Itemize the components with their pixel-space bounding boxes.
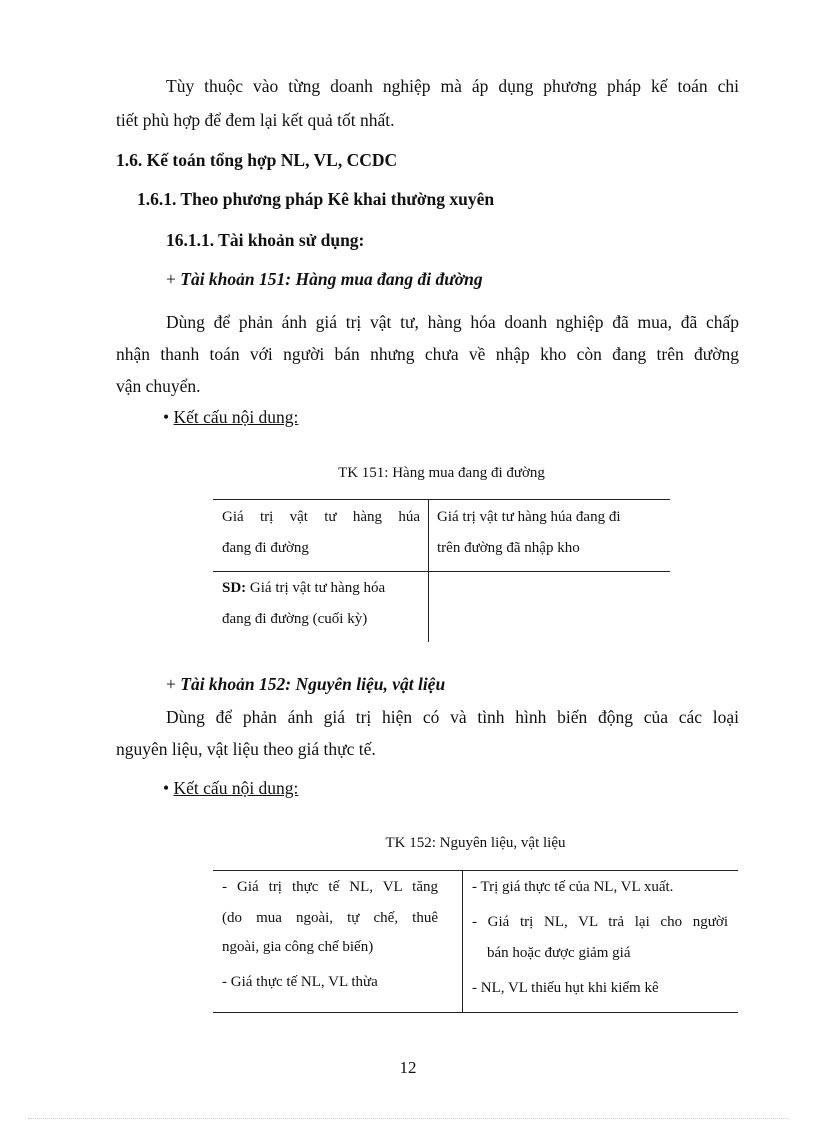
t-account-152-debit-1-line-3: ngoài, gia công chế biến) [222, 939, 374, 955]
account-151-structure [163, 401, 298, 434]
account-151-title: Tài khoản 151: Hàng mua đang đi đường [180, 269, 483, 289]
t-account-152-bottom-rule [213, 1012, 738, 1013]
t-account-152-debit-1-line-2: (do mua ngoài, tự chế, thuê [222, 910, 438, 926]
account-151-structure-label: Kết cấu nội dung: [173, 407, 299, 427]
t-account-152-debit-1-line-1: - Giá trị thực tế NL, VL tăng [222, 879, 438, 895]
heading-1-6-1: 1.6.1. Theo phương pháp Kê khai thường xuyên [137, 189, 495, 209]
t-account-151-balance-line-1 [222, 573, 422, 604]
page-number: 12 [399, 1058, 417, 1077]
account-151-heading [166, 263, 483, 296]
t-account-152-credit-2-line-2: bán hoặc được giảm giá [487, 945, 631, 961]
t-account-152-debit-2: - Giá thực tế NL, VL thừa [222, 974, 378, 990]
t-account-151-caption: TK 151: Hàng mua đang đi đường [338, 465, 545, 481]
account-152-structure [163, 772, 298, 805]
page-bottom-rule [28, 1118, 788, 1119]
t-account-151-debit-line-2: đang đi đường [222, 540, 309, 556]
balance-text: Giá trị vật tư hàng hóa [246, 580, 386, 596]
account-152-structure-label: Kết cấu nội dung: [173, 778, 299, 798]
account-151-desc-line-2: nhận thanh toán với người bán nhưng chưa về nhập kho còn đang trên đường [116, 344, 739, 364]
heading-16-1-1: 16.1.1. Tài khoản sử dụng: [166, 230, 365, 250]
account-152-heading [166, 668, 445, 701]
t-account-152-caption: TK 152: Nguyên liệu, vật liệu [385, 835, 566, 851]
t-account-151-debit-line-1: Giá trị vật tư hàng húa [222, 509, 420, 525]
t-account-152-divider [462, 870, 463, 1012]
heading-1-6: 1.6. Kế toán tổng hợp NL, VL, CCDC [116, 150, 398, 170]
account-151-desc-line-1: Dùng để phản ánh giá trị vật tư, hàng hóa doanh nghiệp đã mua, đã chấp [166, 312, 739, 332]
t-account-151-mid-rule [213, 571, 670, 572]
account-151-desc-line-3: vận chuyển. [116, 376, 201, 396]
bullet-icon: • [163, 778, 170, 798]
account-152-title: Tài khoản 152: Nguyên liệu, vật liệu [180, 674, 446, 694]
t-account-151-top-rule [213, 499, 670, 500]
t-account-152-credit-3: - NL, VL thiếu hụt khi kiểm kê [472, 980, 659, 996]
t-account-152-credit-1: - Trị giá thực tế của NL, VL xuất. [472, 879, 674, 895]
t-account-152-top-rule [213, 870, 738, 871]
bullet-icon: • [163, 407, 170, 427]
balance-label: SD: [222, 580, 247, 596]
t-account-151-balance-line-2: đang đi đường (cuối kỳ) [222, 611, 368, 627]
t-account-152-credit-2-line-1: - Giá trị NL, VL trả lại cho người [472, 914, 728, 930]
account-152-prefix: + [166, 674, 181, 694]
account-151-prefix: + [166, 269, 181, 289]
account-152-desc-line-1: Dùng để phản ánh giá trị hiện có và tình hình biến động của các loại [166, 707, 739, 727]
intro-line-1: Tùy thuộc vào từng doanh nghiệp mà áp dụng phương pháp kế toán chi [166, 76, 739, 96]
account-152-desc-line-2: nguyên liệu, vật liệu theo giá thực tế. [116, 739, 376, 759]
t-account-151-credit-line-2: trên đường đã nhập kho [437, 540, 580, 556]
t-account-151-credit-line-1: Giá trị vật tư hàng húa đang đi [437, 509, 621, 525]
intro-line-2: tiết phù hợp để đem lại kết quả tốt nhất. [116, 110, 395, 130]
